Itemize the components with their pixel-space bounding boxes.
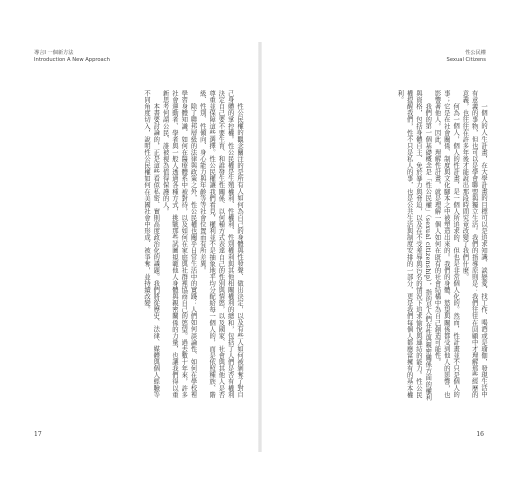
right-body-text [278, 90, 488, 402]
left-paragraph: 除了聯邦層級的法律與政策之外，性公民權也關乎日常生活中的實踐：人們如何談論性、如何在學校裡學習身體知識、如何在醫療體系中被對待，以及如何在家庭與社群裡協商自己的慾望。過去數十年來，許多社會運動者、學者與一般人透過各種方式，挑戰那些試圖規範他人身體與親密關係的力量，也讓我們得以重新思考何謂公民、誰被視為值得保護的人。 [161, 90, 197, 398]
right-page [260, 42, 506, 452]
left-page-number: 17 [34, 431, 42, 438]
book-spread [14, 42, 506, 452]
right-running-header [447, 50, 486, 64]
left-body-text [34, 90, 244, 402]
right-header-chinese: 性公民權 [465, 50, 486, 56]
left-running-header [34, 50, 110, 64]
right-paragraph: 何為一個人，個人的性計畫，是一個人所追求的、但也是非常個人化的。然而，性計畫並不只是個人的事；它是在社會關係、制度與文化腳本之中被塑造出來的。我們的身體、慾望與關係都受到他人的影響，也影響著他人。因此，理解性計畫，就是理解一個人如何在既有的社會結構中為自己創造可能性。 [433, 90, 460, 398]
right-paragraph: 我們的第一個基礎概念是「性公民權」（sexual citizenship），指的是人們在性與親密關係方面的權利與資格，包括身體自主、免於暴力與脅迫，以及在不受羞辱與污名的情況下追求愉悅與連結的能力。性公民權提醒我們，性不只是私人的事，也是公共生活與制度安排的一部分，更是我們每個人都應當擁有的基本權利。 [396, 90, 432, 400]
left-header-english: Introduction A New Approach [34, 57, 110, 63]
book-gutter [258, 42, 262, 452]
left-paragraph: 性公民權的觀念關注的是所有人如何為自己的身體與性發聲、做出決定，以及有些人如何被剝奪了對自己身體的掌控權。性公民權是生殖權利、性權利、性別權利與其他相關權利的總和，包括了人們是否有權利決定自己要不要生育、和誰發生性關係、以何種方式表達自己的性別與情慾，以及國家、社會與其他人是否尊重並保障這些選擇。性公民權讓我們看見，權利並不是抽象地平均分配給每一個人的，而是依照種族、階級、性別、性傾向、身心能力與年齡等等社會位置而有所差異。 [198, 90, 243, 398]
left-header-chinese: 導言I 一個新方法 [34, 50, 74, 56]
left-page [14, 42, 260, 452]
right-page-number: 16 [476, 431, 484, 438]
left-paragraph: 本書要討論的，正是這些看似私密、實則高度政治化的議題。我們將從歷史、法律、媒體與個人經驗等不同角度切入，說明性公民權如何在美國社會中形成、被爭奪，並持續改變。 [143, 90, 160, 398]
right-paragraph: 一個人的人生計畫，在大學計畫的目標可以是追求知識、談戀愛、找工作、喝酒或是瑜伽，發現生活中有意義的事物，但也可以是學會聯盟與獨立生活。我們的指導原則是：我們往往在回顧中才理解那些經歷的意義，也往往在許多年後才能說出那段時間究竟改變了我們什麼。 [461, 90, 487, 398]
right-header-english: Sexual Citizens [446, 57, 486, 63]
